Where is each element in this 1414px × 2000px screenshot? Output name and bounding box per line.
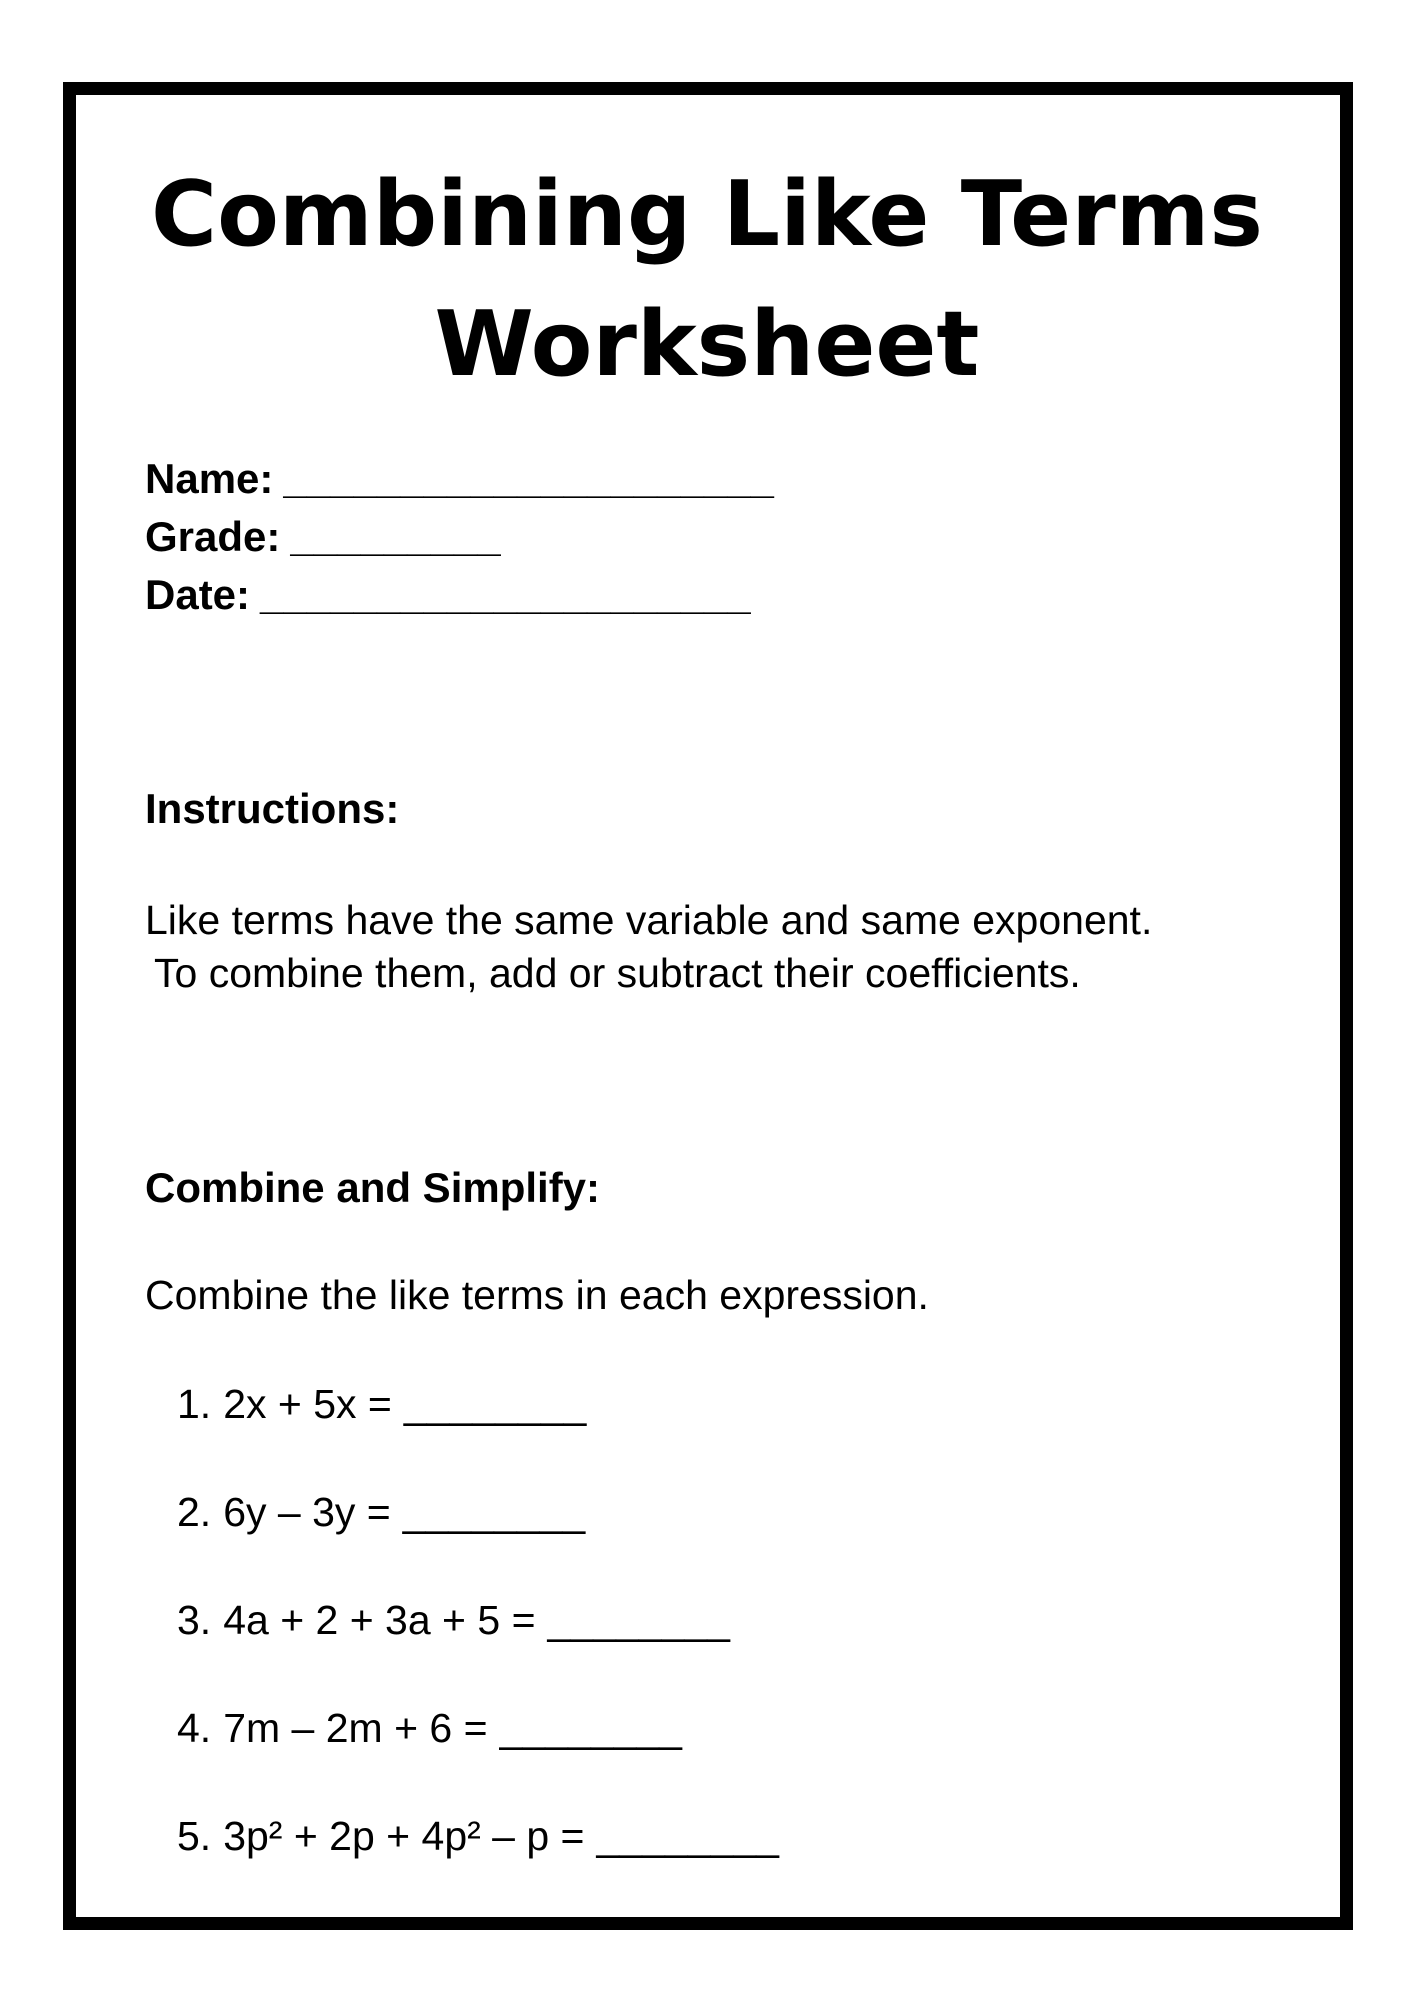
title-line-1: Combining Like Terms bbox=[151, 162, 1263, 267]
name-field-row bbox=[145, 450, 774, 508]
date-field-row bbox=[145, 566, 774, 624]
answer-blank-line: ________ bbox=[596, 1813, 779, 1859]
problem-row-4 bbox=[177, 1674, 779, 1782]
name-blank-line: _____________________ bbox=[283, 455, 774, 502]
problem-number: 2. bbox=[177, 1489, 212, 1535]
problem-number: 3. bbox=[177, 1597, 212, 1643]
problem-expression: 2x + 5x = bbox=[223, 1381, 392, 1427]
combine-simplify-heading: Combine and Simplify: bbox=[145, 1164, 601, 1211]
answer-blank-line: ________ bbox=[402, 1489, 586, 1535]
problem-expression: 6y – 3y = bbox=[223, 1489, 391, 1535]
answer-blank-line: ________ bbox=[403, 1381, 587, 1427]
instructions-line-1: Like terms have the same variable and same exponent. bbox=[145, 897, 1153, 943]
name-label: Name: bbox=[145, 455, 274, 502]
grade-label: Grade: bbox=[145, 513, 281, 560]
problem-number: 4. bbox=[177, 1705, 212, 1751]
title-line-2: Worksheet bbox=[434, 292, 980, 397]
problem-row-1 bbox=[177, 1350, 779, 1458]
problem-row-2 bbox=[177, 1458, 779, 1566]
answer-blank-line: ________ bbox=[499, 1705, 682, 1751]
problem-row-5 bbox=[177, 1782, 779, 1890]
date-blank-line: _____________________ bbox=[260, 571, 751, 618]
answer-blank-line: ________ bbox=[547, 1597, 730, 1643]
worksheet-title bbox=[60, 150, 1354, 410]
problem-expression: 4a + 2 + 3a + 5 = bbox=[223, 1597, 536, 1643]
grade-field-row bbox=[145, 508, 774, 566]
instructions-text bbox=[145, 894, 1152, 1000]
date-label: Date: bbox=[145, 571, 251, 618]
grade-blank-line: _________ bbox=[290, 513, 501, 560]
problem-row-3 bbox=[177, 1566, 779, 1674]
combine-simplify-subheading: Combine the like terms in each expression. bbox=[145, 1272, 929, 1318]
instructions-line-2: To combine them, add or subtract their coefficients. bbox=[154, 950, 1081, 996]
instructions-heading: Instructions: bbox=[145, 785, 400, 832]
problem-number: 5. bbox=[177, 1813, 212, 1859]
problem-expression: 7m – 2m + 6 = bbox=[223, 1705, 488, 1751]
problem-list bbox=[177, 1350, 779, 1890]
problem-expression: 3p² + 2p + 4p² – p = bbox=[223, 1813, 585, 1859]
problem-number: 1. bbox=[177, 1381, 212, 1427]
student-info-fields bbox=[145, 450, 774, 624]
